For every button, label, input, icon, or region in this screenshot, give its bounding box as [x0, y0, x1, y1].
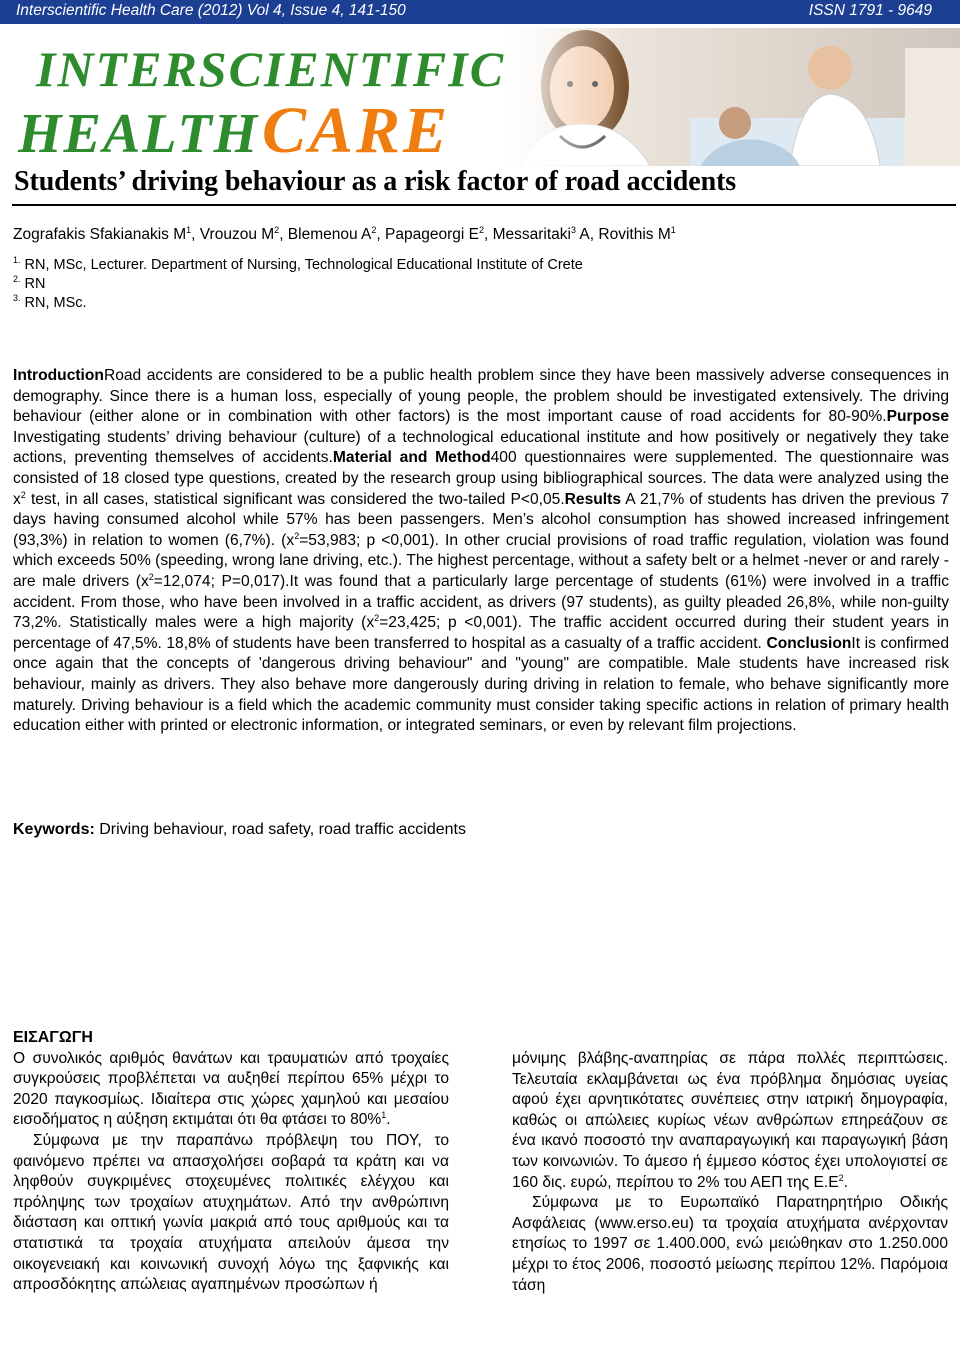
paragraph: μόνιμης βλάβης-αναπηρίας σε πάρα πολλές περιπτώσεις. Τελευταία εκλαμβάνεται ως ένα πρόβλημα δημόσιας υγείας αφού έχει αρνητικότατες συνέπειες στην ιατρική δημογραφία, καθώς οι απώλειες κυρίως νέων ανθρώπων επηρεάζουν σε ένα ικανό ποσοστό την αναπαραγωγική και παραγωγική βάση των κοινωνιών. Το άμεσο ή έμμεσο κόστος έχει υπολογιστεί σε 160 δις. ευρώ, περίπου το 2% του ΑΕΠ της $E.E^2$. — [512, 1050, 948, 1191]
affiliation-3: $^{3.}$ RN, MSc. — [13, 293, 87, 311]
title-divider — [12, 204, 956, 206]
banner-graphic — [0, 28, 960, 166]
affiliation-1: $^{1.}$ RN, MSc, Lecturer. Department of Nursing, Technological Educational Institute of Crete — [13, 255, 583, 273]
journal-banner — [0, 28, 960, 166]
issn: ISSN 1791 - 9649 — [808, 2, 932, 19]
body-column-right — [512, 1049, 948, 1296]
paragraph: Σύμφωνα με την παραπάνω πρόβλεψη του ΠΟΥ, το φαινόμενο πρέπει να απασχολήσει σοβαρά τα κράτη και να ληφθούν συγκριμένες στοχευμένες πολιτικές ελέγχου και πρόληψης των τροχαίων ατυχημάτων. Από την ανθρώπινη διάσταση και οπτική γωνία μακριά από τους αριθμούς και τα στατιστικά τα τροχαία ατυχήματα απειλούν άμεσα την οικογενειακή και κοινωνική συνοχή λόγω της ξαφνικής και απροσδόκητης απώλειας αγαπημένων προσώπων ή — [13, 1131, 449, 1294]
logo-line-2a: HEALTH — [18, 103, 260, 165]
logo-line-1: INTERSCIENTIFIC — [36, 41, 506, 97]
journal-citation: Interscientific Health Care (2012) Vol 4, Issue 4, 141-150 — [16, 2, 406, 19]
affiliation-2: $^{2.}$ RN — [13, 274, 46, 292]
abstract: IntroductionRoad accidents are considered to be a public health problem since they have been massively adverse consequences in demography. Since there is a human loss, especially of young people, the problem should be investigated extensively. The driving behaviour (either alone or in combination with other factors) is the most important cause of road accidents for 80-90%.Purpose Investigating students’ driving behaviour (culture) of a technological educational institute and how positively or negatively they take actions, preventing themselves of accidents.Material and Method400 questionnaires were supplemented. The questionnaire was consisted of 18 closed type questions, created by the research group using bibliographical sources. The data were analyzed using the $x^2$ test, in all cases, statistical significant was considered the two-tailed P<0,05.Results A 21,7% of students has driven the previous 7 days having consumed alcohol while 57% has been passengers. Men’s alcohol consumption has showed increased infringement (93,3%) in relation to women (6,7%). ($x^2=53,983$; p <0,001). In other crucial provisions of road traffic regulation, violation was found which exceeds 50% (speeding, wrong lane driving, etc.). The highest percentage, without a safety belt or a helmet -never or and rarely - are male drivers ($x^2=12,074$; P=0,017).It was found that a particularly large percentage of students (61%) were involved in a traffic accident. From those, who have been involved in a traffic accident, as drivers (97 students), as guilty pleaded 26,8%, while non-guilty 73,2%. Statistically males were a high majority ($x^2=23,425$; p <0,001). The traffic accident occurred during their student years in percentage of 47,5%. 18,8% of students have been transferred to hospital as a casualty of a traffic accident. ConclusionIt is confirmed once again that the concepts of 'dangerous driving behaviour" and "young" are compatible. Male students have increased risk behaviour, mainly as drivers. They also behave more dangerously during driving in relation to female, who behave significantly more maturely. Driving behaviour is a field which the academic community must consider taking specific actions in relation of primary health education either with printed or electronic information, or integrated seminars, or even by relevant film projections. — [13, 367, 950, 735]
section-heading: ΕΙΣΑΓΩΓΗ — [13, 1029, 93, 1046]
paragraph: Σύμφωνα με το Ευρωπαϊκό Παρατηρητήριο Οδικής Ασφάλειας (www.erso.eu) τα τροχαία ατυχήματα ανέρχονταν ετησίως το 1997 σε 1.400.000, ενώ μειώθηκαν στο 1.250.000 μέχρι το έτος 2006, ποσοστό μείωσης περίπου 12%. Παρόμοια τάση — [512, 1194, 948, 1294]
logo-line-2b: CARE — [262, 94, 451, 166]
keywords: Keywords: Driving behaviour, road safety, road traffic accidents — [13, 821, 466, 838]
body-column-left — [13, 1028, 449, 1296]
author-list: Zografakis Sfakianakis $M^1$, Vrouzou $M^2$, Blemenou $A^2$, Papageorgi $E^2$, Messaritaki$^3$ A, Rovithis $M^1$ — [13, 224, 676, 243]
article-title: Students’ driving behaviour as a risk factor of road accidents — [14, 166, 737, 197]
paragraph: Ο συνολικός αριθμός θανάτων και τραυματιών από τροχαίες συγκρούσεις προβλέπεται να αυξηθεί περίπου 65% μέχρι το 2020 παγκοσμίως. Ιδιαίτερα στις χώρες χαμηλού και μεσαίου εισοδήματος η αύξηση εκτιμάται ότι θα φτάσει το 80%$^1$. — [13, 1049, 449, 1129]
running-header — [0, 0, 960, 24]
